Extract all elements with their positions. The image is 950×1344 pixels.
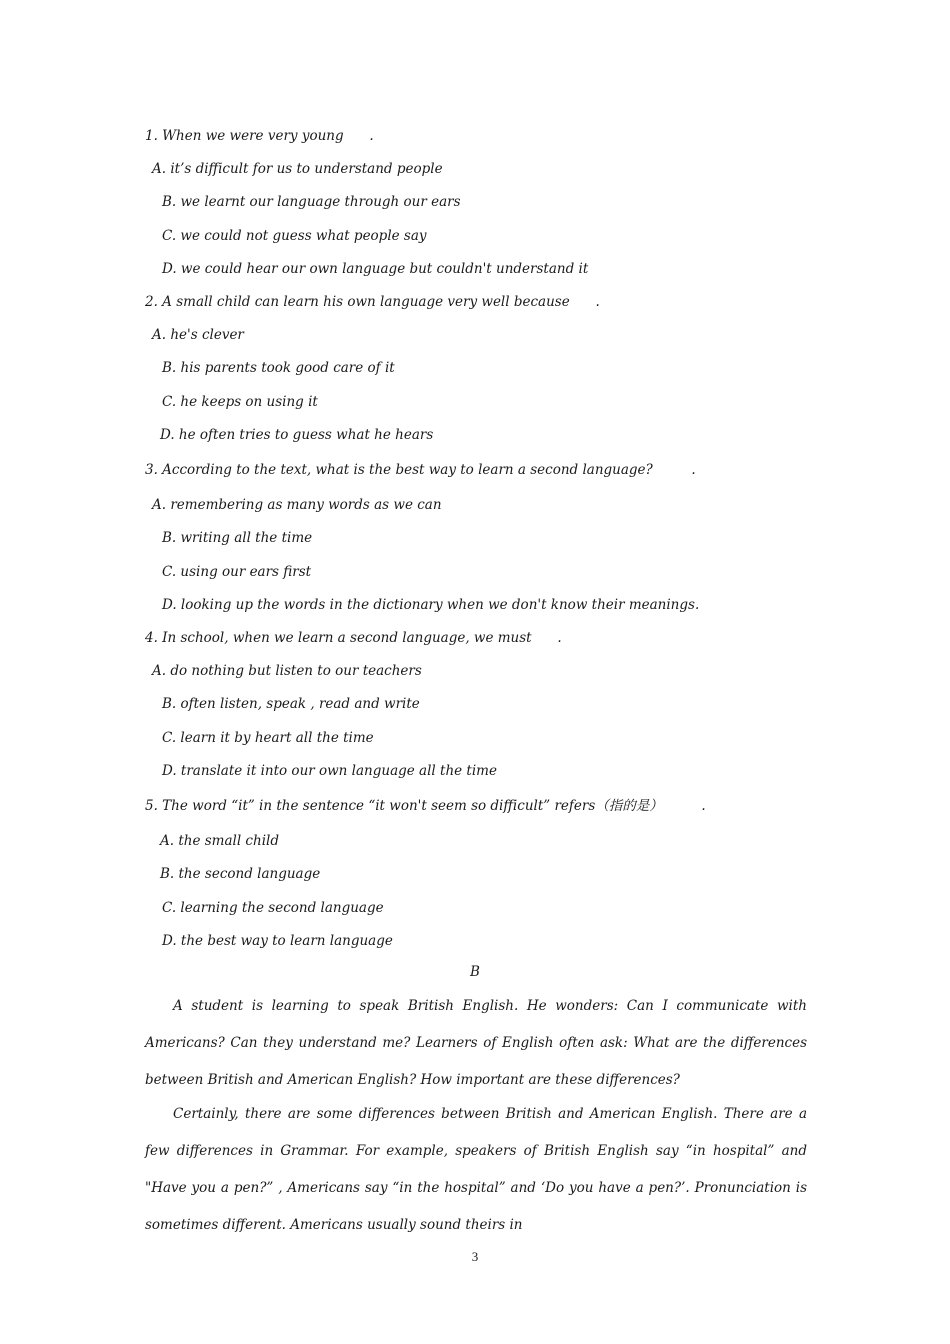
question-1-stem: 1. When we were very young . — [145, 128, 374, 144]
question-2-stem: 2. A small child can learn his own language very well because . — [145, 294, 600, 310]
question-2-option-c: C. he keeps on using it — [162, 394, 318, 410]
question-5-stem: 5. The word “it” in the sentence “it won't seem so difficult” refers（指的是） . — [145, 798, 706, 814]
question-1-option-c: C. we could not guess what people say — [162, 228, 427, 244]
passage-paragraph-1-text: A student is learning to speak British English. He wonders: Can I communicate with Americans? Can they understand me? Learners of English often ask: What are the differences between British and American English? How important are these differences? — [145, 998, 807, 1088]
question-3-option-d: D. looking up the words in the dictionary when we don't know their meanings. — [162, 597, 700, 613]
question-3-option-b: B. writing all the time — [162, 530, 313, 546]
question-5-option-a: A. the small child — [160, 833, 279, 849]
question-2-option-a: A. he's clever — [152, 327, 244, 343]
question-1-option-a: A. it’s difficult for us to understand people — [152, 161, 443, 177]
question-1-option-d: D. we could hear our own language but couldn't understand it — [162, 261, 589, 277]
question-4-option-c: C. learn it by heart all the time — [162, 730, 374, 746]
passage-paragraph-2 — [145, 1096, 807, 1244]
passage-paragraph-1 — [145, 988, 807, 1099]
question-5-option-d: D. the best way to learn language — [162, 933, 393, 949]
question-3-stem: 3. According to the text, what is the best way to learn a second language? . — [145, 462, 696, 478]
question-1-option-b: B. we learnt our language through our ears — [162, 194, 461, 210]
question-3-option-c: C. using our ears first — [162, 564, 312, 580]
question-4-option-d: D. translate it into our own language all the time — [162, 763, 497, 779]
question-2-option-d: D. he often tries to guess what he hears — [160, 427, 434, 443]
question-5-option-c: C. learning the second language — [162, 900, 384, 916]
section-label: B — [470, 964, 480, 980]
question-4-option-a: A. do nothing but listen to our teachers — [152, 663, 422, 679]
question-3-option-a: A. remembering as many words as we can — [152, 497, 442, 513]
question-5-option-b: B. the second language — [160, 866, 321, 882]
question-2-option-b: B. his parents took good care of it — [162, 360, 395, 376]
page-number: 3 — [471, 1249, 479, 1264]
passage-paragraph-2-text: Certainly, there are some differences between British and American English. There are a few differences in Grammar. For example, speakers of British English say “in hospital” and "Have you a pen?” , Americans say “in the hospital” and ‘Do you have a pen?’. Pronunciation is sometimes different. Americans usually sound theirs in — [145, 1106, 807, 1233]
question-4-option-b: B. often listen, speak , read and write — [162, 696, 420, 712]
question-4-stem: 4. In school, when we learn a second language, we must . — [145, 630, 562, 646]
